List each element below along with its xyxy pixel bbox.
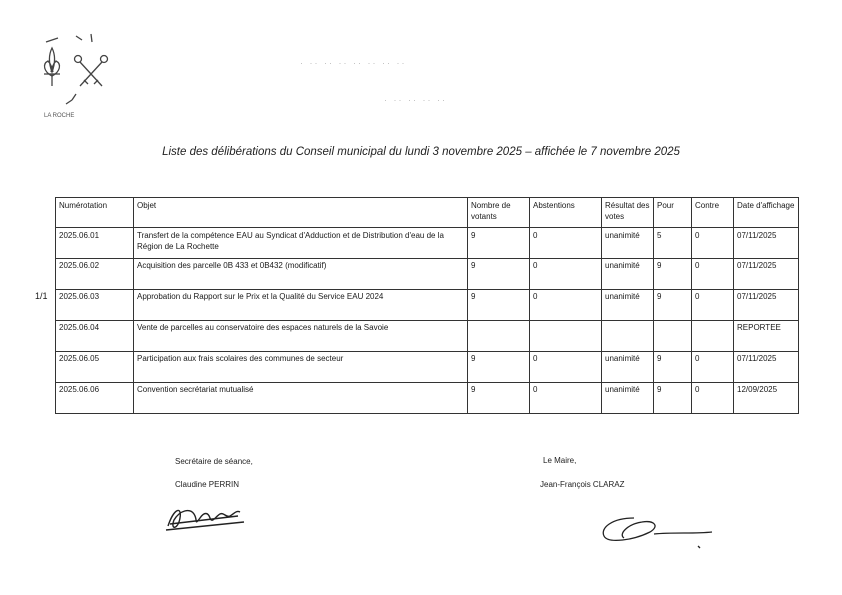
- cell-abstentions: 0: [530, 228, 602, 259]
- mayor-title: Le Maire,: [543, 456, 577, 465]
- cell-num: 2025.06.02: [56, 259, 134, 290]
- cell-objet: Participation aux frais scolaires des communes de secteur: [134, 352, 468, 383]
- cell-abstentions: 0: [530, 352, 602, 383]
- cell-objet: Transfert de la compétence EAU au Syndicat d'Adduction et de Distribution d'eau de la Région de La Rochette: [134, 228, 468, 259]
- secretary-signature: [160, 496, 260, 536]
- cell-date: 07/11/2025: [734, 290, 799, 321]
- mayor-name: Jean-François CLARAZ: [540, 480, 625, 489]
- cell-contre: 0: [692, 383, 734, 414]
- cell-resultat: unanimité: [602, 290, 654, 321]
- cell-resultat: unanimité: [602, 228, 654, 259]
- table-row: [56, 228, 799, 259]
- cell-contre: [692, 321, 734, 352]
- cell-date: 12/09/2025: [734, 383, 799, 414]
- secretary-name: Claudine PERRIN: [175, 480, 240, 489]
- cell-votants: [468, 321, 530, 352]
- column-header: Date d'affichage: [734, 198, 799, 228]
- cell-pour: 9: [654, 352, 692, 383]
- column-header: Numérotation: [56, 198, 134, 228]
- cell-votants: 9: [468, 228, 530, 259]
- cell-objet: Acquisition des parcelle 0B 433 et 0B432 (modificatif): [134, 259, 468, 290]
- cell-abstentions: 0: [530, 383, 602, 414]
- cell-num: 2025.06.05: [56, 352, 134, 383]
- cell-contre: 0: [692, 259, 734, 290]
- column-header: Pour: [654, 198, 692, 228]
- cell-date: 07/11/2025: [734, 259, 799, 290]
- column-header: Résultat des votes: [602, 198, 654, 228]
- table-row: [56, 383, 799, 414]
- cell-votants: 9: [468, 352, 530, 383]
- cell-contre: 0: [692, 290, 734, 321]
- cell-pour: 5: [654, 228, 692, 259]
- cell-contre: 0: [692, 352, 734, 383]
- cell-objet: Approbation du Rapport sur le Prix et la Qualité du Service EAU 2024: [134, 290, 468, 321]
- cell-pour: [654, 321, 692, 352]
- column-header: Nombre de votants: [468, 198, 530, 228]
- cell-votants: 9: [468, 259, 530, 290]
- column-header: Abstentions: [530, 198, 602, 228]
- table-row: [56, 352, 799, 383]
- cell-num: 2025.06.01: [56, 228, 134, 259]
- logo-caption: LA ROCHE: [44, 113, 75, 119]
- page-title: Liste des délibérations du Conseil municipal du lundi 3 novembre 2025 – affichée le 7 novembre 2025: [162, 146, 680, 158]
- mayor-signature: [594, 510, 724, 555]
- cell-num: 2025.06.04: [56, 321, 134, 352]
- cell-date: REPORTEE: [734, 321, 799, 352]
- faint-header-line: · ·· ·· ·· ··: [384, 95, 447, 105]
- cell-abstentions: 0: [530, 290, 602, 321]
- cell-resultat: unanimité: [602, 352, 654, 383]
- faint-header-line: · ·· ·· ·· ·· ·· ·· ··: [300, 58, 407, 68]
- cell-pour: 9: [654, 383, 692, 414]
- cell-objet: Convention secrétariat mutualisé: [134, 383, 468, 414]
- cell-resultat: [602, 321, 654, 352]
- cell-abstentions: [530, 321, 602, 352]
- cell-resultat: unanimité: [602, 259, 654, 290]
- column-header: Objet: [134, 198, 468, 228]
- table-row: [56, 259, 799, 290]
- table-row: [56, 321, 799, 352]
- cell-votants: 9: [468, 383, 530, 414]
- cell-num: 2025.06.03: [56, 290, 134, 321]
- cell-pour: 9: [654, 290, 692, 321]
- table-row: [56, 290, 799, 321]
- cell-date: 07/11/2025: [734, 352, 799, 383]
- deliberations-table: [55, 197, 799, 414]
- column-header: Contre: [692, 198, 734, 228]
- cell-objet: Vente de parcelles au conservatoire des espaces naturels de la Savoie: [134, 321, 468, 352]
- cell-abstentions: 0: [530, 259, 602, 290]
- secretary-title: Secrétaire de séance,: [175, 457, 253, 466]
- fleur-de-lis-crossed-keys-icon: [36, 28, 116, 108]
- cell-contre: 0: [692, 228, 734, 259]
- cell-votants: 9: [468, 290, 530, 321]
- cell-num: 2025.06.06: [56, 383, 134, 414]
- cell-pour: 9: [654, 259, 692, 290]
- cell-resultat: unanimité: [602, 383, 654, 414]
- table-header-row: [56, 198, 799, 228]
- page-number: 1/1: [35, 291, 48, 301]
- cell-date: 07/11/2025: [734, 228, 799, 259]
